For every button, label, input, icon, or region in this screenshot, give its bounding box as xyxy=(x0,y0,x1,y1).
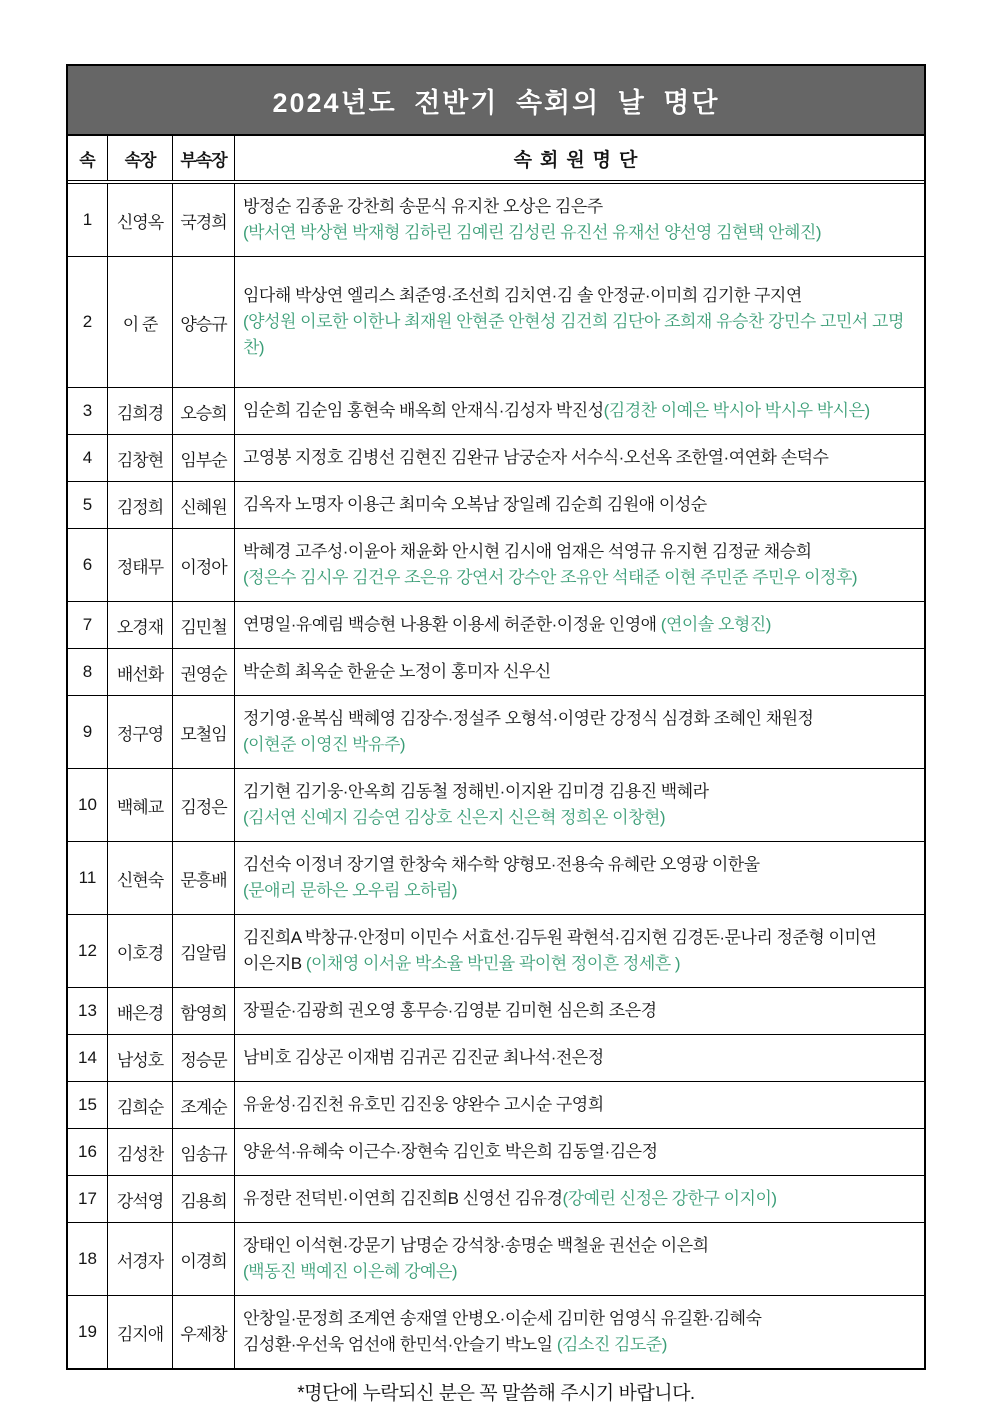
member-list xyxy=(235,988,924,1034)
deputy-name: 김용희 xyxy=(173,1176,235,1222)
leader-name: 김창현 xyxy=(108,435,173,481)
leader-name: 이호경 xyxy=(108,915,173,987)
deputy-name: 신혜원 xyxy=(173,482,235,528)
member-line xyxy=(243,998,916,1024)
table-row xyxy=(68,387,924,434)
table-row xyxy=(68,601,924,648)
member-line xyxy=(243,398,916,424)
deputy-name: 조계순 xyxy=(173,1082,235,1128)
table-rows xyxy=(68,184,924,1368)
table-row xyxy=(68,481,924,528)
member-list xyxy=(235,435,924,481)
member-names: 방정순 김종윤 강찬희 송문식 유지찬 오상은 김은주 xyxy=(243,197,603,216)
leader-name: 백혜교 xyxy=(108,769,173,841)
member-line xyxy=(243,612,916,638)
member-list xyxy=(235,1035,924,1081)
deputy-name: 모철임 xyxy=(173,696,235,768)
deputy-name: 임송규 xyxy=(173,1129,235,1175)
table-row xyxy=(68,695,924,768)
member-names: 김성환·우선욱 엄선애 한민석·안슬기 박노일 xyxy=(243,1335,557,1354)
member-names: 김진희A 박창규·안정미 이민수 서효선·김두원 곽현석·김지현 김경돈·문나리 정준형 이미연 xyxy=(243,928,877,947)
member-line xyxy=(243,1233,916,1259)
member-line xyxy=(243,659,916,685)
table-row xyxy=(68,987,924,1034)
member-list xyxy=(235,1296,924,1368)
member-line xyxy=(243,1139,916,1165)
member-names-secondary: (김서연 신예지 김승연 김상호 신은지 신은혁 정희온 이창현) xyxy=(243,808,666,827)
row-number: 5 xyxy=(68,482,108,528)
member-names-secondary: (백동진 백예진 이은혜 강예은) xyxy=(243,1262,458,1281)
member-names: 고영봉 지정호 김병선 김현진 김완규 남궁순자 서수식·오선옥 조한열·여연화 손덕수 xyxy=(243,448,829,467)
leader-name: 신영옥 xyxy=(108,184,173,256)
row-number: 2 xyxy=(68,257,108,387)
leader-name: 강석영 xyxy=(108,1176,173,1222)
member-list xyxy=(235,649,924,695)
member-line xyxy=(243,1186,916,1212)
member-names: 김기현 김기웅·안옥희 김동철 정해빈·이지완 김미경 김용진 백혜라 xyxy=(243,782,709,801)
member-names-secondary: (정은수 김시우 김건우 조은유 강연서 강수안 조유안 석태준 이현 주민준 주민우 이정후) xyxy=(243,568,858,587)
leader-name: 배은경 xyxy=(108,988,173,1034)
member-names-secondary: (박서연 박상현 박재형 김하린 김예린 김성린 유진선 유재선 양선영 김현택 안혜진) xyxy=(243,223,821,242)
member-list xyxy=(235,1129,924,1175)
footnote: *명단에 누락되신 분은 꼭 말씀해 주시기 바랍니다. xyxy=(297,1383,695,1404)
member-line xyxy=(243,805,916,831)
row-number: 14 xyxy=(68,1035,108,1081)
member-list xyxy=(235,769,924,841)
member-list xyxy=(235,696,924,768)
member-list xyxy=(235,842,924,914)
member-names-secondary: (문애리 문하은 오우림 오하림) xyxy=(243,881,458,900)
member-names: 장필순·김광희 권오영 홍무승·김영분 김미현 심은희 조은경 xyxy=(243,1001,657,1020)
row-number: 13 xyxy=(68,988,108,1034)
member-names: 연명일·유예림 백승현 나용환 이용세 허준한·이정윤 인영애 xyxy=(243,615,661,634)
member-line xyxy=(243,1306,916,1332)
member-names-secondary: (양성원 이로한 이한나 최재원 안현준 안현성 김건희 김단아 조희재 유승찬 강민수 고민서 고명찬) xyxy=(243,312,904,357)
leader-name: 정태무 xyxy=(108,529,173,601)
leader-name: 김희순 xyxy=(108,1082,173,1128)
deputy-name: 임부순 xyxy=(173,435,235,481)
column-header-members: 속회원명단 xyxy=(513,149,646,171)
member-names: 박순희 최옥순 한윤순 노정이 홍미자 신우신 xyxy=(243,662,551,681)
member-list xyxy=(235,529,924,601)
deputy-name: 양승규 xyxy=(173,257,235,387)
member-names: 이은지B xyxy=(243,954,306,973)
table-title: 2024년도 전반기 속회의 날 명단 xyxy=(68,66,924,136)
row-number: 17 xyxy=(68,1176,108,1222)
deputy-name: 문흥배 xyxy=(173,842,235,914)
member-names: 유윤성·김진천 유호민 김진웅 양완수 고시순 구영희 xyxy=(243,1095,604,1114)
leader-name: 김희경 xyxy=(108,388,173,434)
member-names: 안창일·문정희 조계연 송재열 안병오·이순세 김미한 엄영식 유길환·김혜숙 xyxy=(243,1309,762,1328)
member-list xyxy=(235,1223,924,1295)
row-number: 16 xyxy=(68,1129,108,1175)
leader-name: 이 준 xyxy=(108,257,173,387)
row-number: 3 xyxy=(68,388,108,434)
row-number: 4 xyxy=(68,435,108,481)
member-line xyxy=(243,779,916,805)
column-header-group-no: 속 xyxy=(68,136,108,180)
member-names: 양윤석·유혜숙 이근수·장현숙 김인호 박은희 김동열·김은정 xyxy=(243,1142,658,1161)
row-number: 19 xyxy=(68,1296,108,1368)
table-row xyxy=(68,434,924,481)
column-header-leader: 속장 xyxy=(108,136,173,180)
member-line xyxy=(243,1045,916,1071)
member-line xyxy=(243,925,916,951)
table-row xyxy=(68,256,924,387)
table-row xyxy=(68,1295,924,1368)
table-row xyxy=(68,184,924,256)
member-names: 박혜경 고주성·이윤아 채윤화 안시현 김시애 엄재은 석영규 유지현 김정균 채승희 xyxy=(243,542,812,561)
member-list xyxy=(235,482,924,528)
table-header-row xyxy=(68,136,924,184)
member-names-secondary: (김소진 김도준) xyxy=(556,1335,667,1354)
member-list xyxy=(235,184,924,256)
leader-name: 배선화 xyxy=(108,649,173,695)
member-line xyxy=(243,492,916,518)
table-row xyxy=(68,1034,924,1081)
row-number: 12 xyxy=(68,915,108,987)
member-line xyxy=(243,283,916,309)
row-number: 18 xyxy=(68,1223,108,1295)
member-names: 남비호 김상곤 이재범 김귀곤 김진균 최나석·전은정 xyxy=(243,1048,604,1067)
table-row xyxy=(68,841,924,914)
table-row xyxy=(68,768,924,841)
member-line xyxy=(243,706,916,732)
member-list xyxy=(235,1176,924,1222)
table-row xyxy=(68,914,924,987)
member-line xyxy=(243,194,916,220)
member-names: 김옥자 노명자 이용근 최미숙 오복남 장일례 김순희 김원애 이성순 xyxy=(243,495,707,514)
member-line xyxy=(243,878,916,904)
leader-name: 오경재 xyxy=(108,602,173,648)
member-line xyxy=(243,309,916,361)
deputy-name: 이정아 xyxy=(173,529,235,601)
deputy-name: 김민철 xyxy=(173,602,235,648)
deputy-name: 권영순 xyxy=(173,649,235,695)
leader-name: 정구영 xyxy=(108,696,173,768)
row-number: 8 xyxy=(68,649,108,695)
member-names: 김선숙 이정녀 장기열 한창숙 채수학 양형모·전용숙 유혜란 오영광 이한울 xyxy=(243,855,760,874)
member-names-secondary: (강예린 신정은 강한구 이지이) xyxy=(562,1189,777,1208)
member-names-secondary: (김경찬 이예은 박시아 박시우 박시은) xyxy=(603,401,870,420)
leader-name: 김성찬 xyxy=(108,1129,173,1175)
table-row xyxy=(68,1175,924,1222)
member-line xyxy=(243,732,916,758)
leader-name: 김정희 xyxy=(108,482,173,528)
member-list xyxy=(235,602,924,648)
table-row xyxy=(68,528,924,601)
row-number: 9 xyxy=(68,696,108,768)
roster-table xyxy=(66,64,926,1370)
deputy-name: 국경희 xyxy=(173,184,235,256)
deputy-name: 오승희 xyxy=(173,388,235,434)
member-line xyxy=(243,565,916,591)
member-line xyxy=(243,1332,916,1358)
member-list xyxy=(235,915,924,987)
member-list xyxy=(235,257,924,387)
leader-name: 김지애 xyxy=(108,1296,173,1368)
member-line xyxy=(243,539,916,565)
row-number: 7 xyxy=(68,602,108,648)
deputy-name: 김알림 xyxy=(173,915,235,987)
member-names: 유정란 전덕빈·이연희 김진희B 신영선 김유경 xyxy=(243,1189,563,1208)
row-number: 6 xyxy=(68,529,108,601)
leader-name: 신현숙 xyxy=(108,842,173,914)
member-line xyxy=(243,1092,916,1118)
leader-name: 남성호 xyxy=(108,1035,173,1081)
deputy-name: 정승문 xyxy=(173,1035,235,1081)
member-line xyxy=(243,220,916,246)
member-line xyxy=(243,852,916,878)
member-names: 장태인 이석현·강문기 남명순 강석창·송명순 백철윤 권선순 이은희 xyxy=(243,1236,709,1255)
member-names: 임순희 김순임 홍현숙 배옥희 안재식·김성자 박진성 xyxy=(243,401,604,420)
table-row xyxy=(68,1128,924,1175)
deputy-name: 함영희 xyxy=(173,988,235,1034)
leader-name: 서경자 xyxy=(108,1223,173,1295)
member-names-secondary: (이현준 이영진 박유주) xyxy=(243,735,406,754)
member-list xyxy=(235,1082,924,1128)
member-names: 정기영·윤복심 백혜영 김장수·정설주 오형석·이영란 강정식 심경화 조혜인 채원정 xyxy=(243,709,814,728)
member-names-secondary: (연이솔 오형진) xyxy=(660,615,771,634)
row-number: 1 xyxy=(68,184,108,256)
table-row xyxy=(68,1081,924,1128)
member-names: 임다해 박상연 엘리스 최준영·조선희 김치연·김 솔 안정균·이미희 김기한 구지연 xyxy=(243,286,802,305)
deputy-name: 김정은 xyxy=(173,769,235,841)
row-number: 10 xyxy=(68,769,108,841)
member-line xyxy=(243,951,916,977)
member-line xyxy=(243,445,916,471)
row-number: 11 xyxy=(68,842,108,914)
table-row xyxy=(68,648,924,695)
row-number: 15 xyxy=(68,1082,108,1128)
table-row xyxy=(68,1222,924,1295)
member-list xyxy=(235,388,924,434)
deputy-name: 우제창 xyxy=(173,1296,235,1368)
member-line xyxy=(243,1259,916,1285)
deputy-name: 이경희 xyxy=(173,1223,235,1295)
column-header-deputy: 부속장 xyxy=(173,136,235,180)
member-names-secondary: (이채영 이서윤 박소율 박민율 곽이현 정이흔 정세흔 ) xyxy=(305,954,681,973)
